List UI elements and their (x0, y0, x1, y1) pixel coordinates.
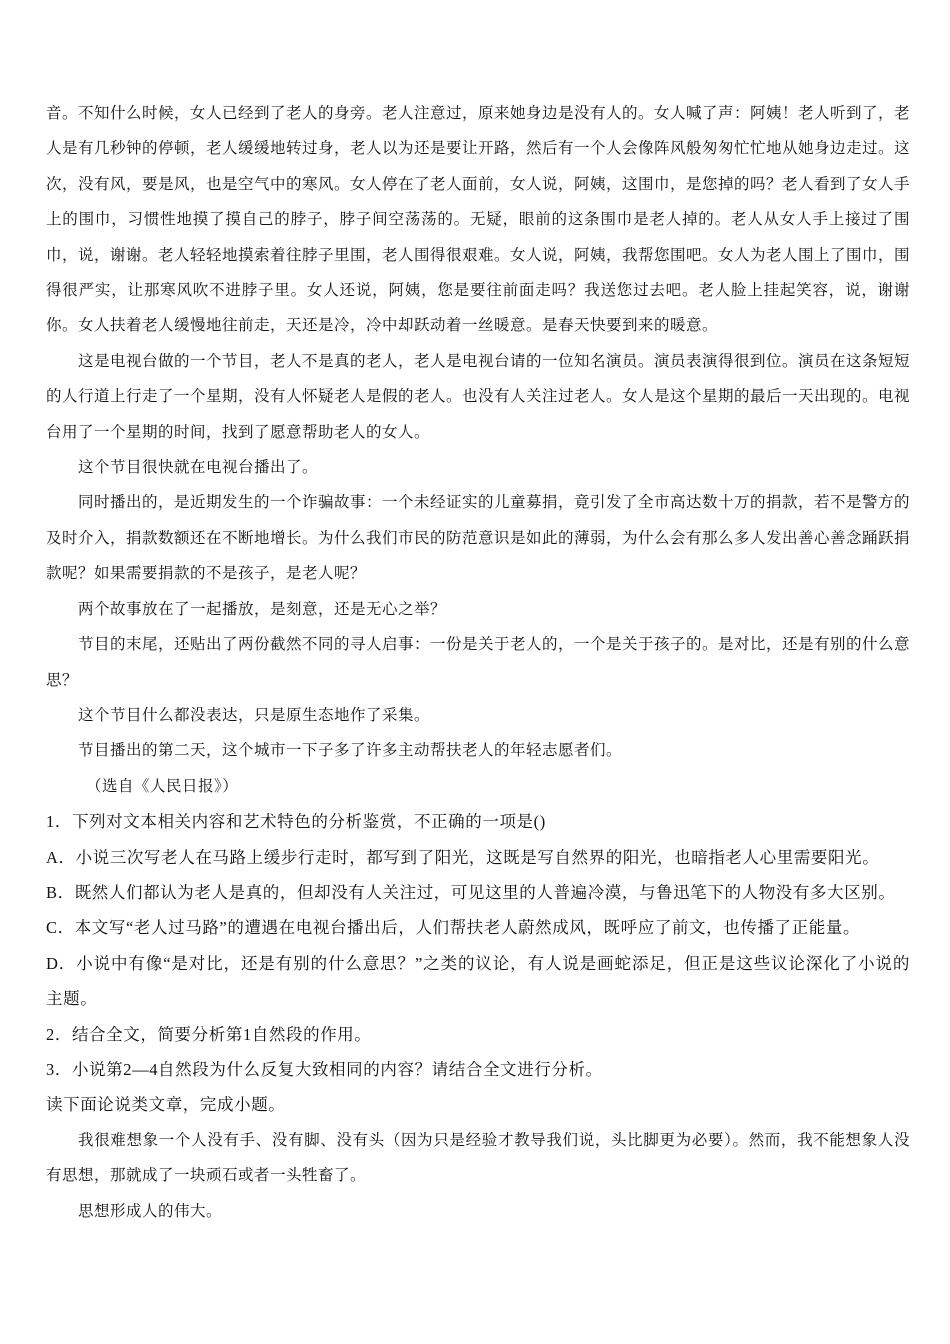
story-paragraph-3: 这个节目很快就在电视台播出了。 (78, 458, 319, 477)
document-page (46, 96, 910, 1229)
story-paragraph-4: 同时播出的，是近期发生的一个诈骗故事：一个未经证实的儿童募捐，竟引发了全市高达数十万的捐款，若不是警方的及时介入，捐款数额还在不断地增长。为什么我们市民的防范意识是如此的薄弱，为什么会有那么多人发出善心善念踊跃捐款呢？如果需要捐款的不是孩子，是老人呢？ (46, 493, 911, 583)
story-paragraph-5: 两个故事放在了一起播放，是刻意，还是无心之举？ (78, 599, 447, 618)
story-paragraph-7: 这个节目什么都没表达，只是原生态地作了采集。 (78, 705, 431, 724)
essay-intro: 读下面论说类文章，完成小题。 (46, 1095, 286, 1115)
question-1-option-b: B．既然人们都认为老人是真的，但却没有人关注过，可见这里的人普遍冷漠，与鲁迅笔下的人物没有多大区别。 (46, 882, 896, 902)
question-3: 3．小说第2—4自然段为什么反复大致相同的内容？请结合全文进行分析。 (46, 1059, 603, 1079)
essay-paragraph-1: 我很难想象一个人没有手、没有脚、没有头（因为只是经验才教导我们说，头比脚更为必要）。然而，我不能想象人没有思想，那就成了一块顽石或者一头牲畜了。 (46, 1130, 910, 1185)
story-paragraph-6: 节目的末尾，还贴出了两份截然不同的寻人启事：一份是关于老人的，一个是关于孩子的。是对比，还是有别的什么意思？ (46, 635, 911, 689)
story-paragraph-8: 节目播出的第二天，这个城市一下子多了许多主动帮扶老人的年轻志愿者们。 (78, 741, 623, 760)
question-1-option-a: A．小说三次写老人在马路上缓步行走时，都写到了阳光，这既是写自然界的阳光，也暗指老人心里需要阳光。 (46, 847, 880, 867)
story-paragraph-2: 这是电视台做的一个节目，老人不是真的老人，老人是电视台请的一位知名演员。演员表演得很到位。演员在这条短短的人行道上行走了一个星期，没有人怀疑老人是假的老人。也没有人关注过老人。女人是这个星期的最后一天出现的。电视台用了一个星期的时间，找到了愿意帮助老人的女人。 (46, 351, 911, 441)
question-2: 2．结合全文，简要分析第1自然段的作用。 (46, 1024, 372, 1044)
question-1-stem: 1．下列对文本相关内容和艺术特色的分析鉴赏，不正确的一项是() (46, 812, 546, 832)
question-1-option-d: D．小说中有像“是对比，还是有别的什么意思？”之类的议论，有人说是画蛇添足，但正是这些议论深化了小说的主题。 (46, 953, 910, 1009)
story-paragraph-1: 音。不知什么时候，女人已经到了老人的身旁。老人注意过，原来她身边是没有人的。女人喊了声：阿姨！老人听到了，老人是有几秒钟的停顿，老人缓缓地转过身，老人以为还是要让开路，然后有一个人会像阵风般匆匆忙忙地从她身边走过。这次，没有风，要是风，也是空气中的寒风。女人停在了老人面前，女人说，阿姨，这围巾，是您掉的吗？老人看到了女人手上的围巾，习惯性地摸了摸自己的脖子，脖子间空荡荡的。无疑，眼前的这条围巾是老人掉的。老人从女人手上接过了围巾，说，谢谢。老人轻轻地摸索着往脖子里围，老人围得很艰难。女人说，阿姨，我帮您围吧。女人为老人围上了围巾，围得很严实，让那寒风吹不进脖子里。女人还说，阿姨，您是要往前面走吗？我送您过去吧。老人脸上挂起笑容，说，谢谢你。女人扶着老人缓慢地往前走，天还是冷，冷中却跃动着一丝暖意。是春天快要到来的暖意。 (46, 104, 911, 335)
question-1-option-c: C．本文写“老人过马路”的遭遇在电视台播出后，人们帮扶老人蔚然成风，既呼应了前文，也传播了正能量。 (46, 918, 861, 938)
story-source: （选自《人民日报》） (86, 776, 239, 795)
essay-paragraph-2: 思想形成人的伟大。 (78, 1201, 223, 1220)
